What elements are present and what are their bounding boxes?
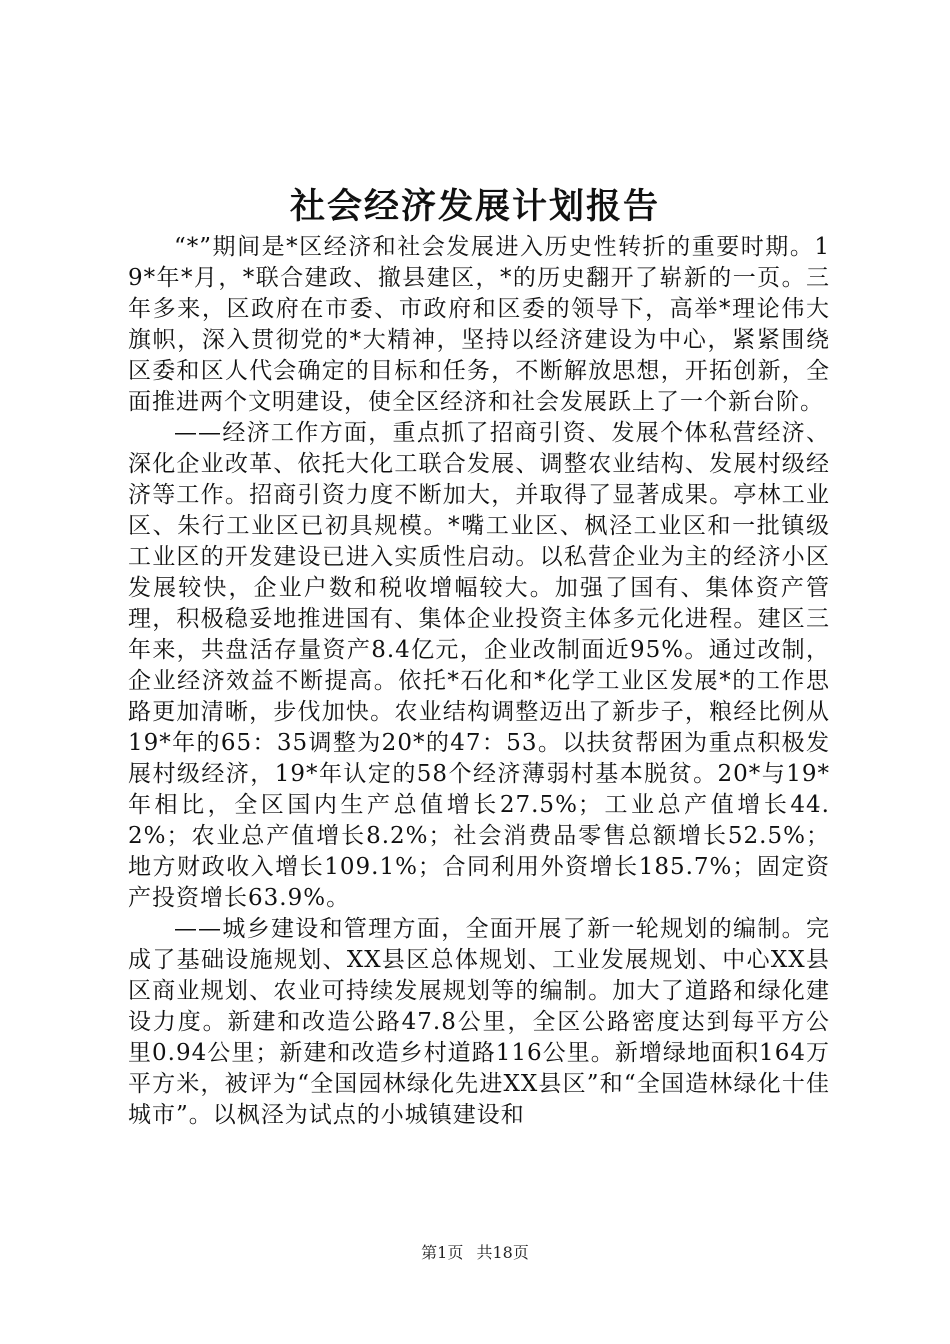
page-total: 共18页 <box>476 1243 529 1262</box>
paragraph-urban-rural: ——城乡建设和管理方面，全面开展了新一轮规划的编制。完成了基础设施规划、XX县区总体规划、工业发展规划、中心XX县区商业规划、农业可持续发展规划等的编制。加大了道路和绿化建设力度。新建和改造公路47.8公里，全区公路密度达到每平方公里0.94公里；新建和改造乡村道路116公里。新增绿地面积164万平方米，被评为“全国园林绿化先进XX县区”和“全国造林绿化十佳城市”。以枫泾为试点的小城镇建设和 <box>128 916 830 1128</box>
page-number: 第1页 <box>421 1243 464 1262</box>
paragraph-intro: “*”期间是*区经济和社会发展进入历史性转折的重要时期。19*年*月，*联合建政、撤县建区，*的历史翻开了崭新的一页。三年多来，区政府在市委、市政府和区委的领导下，高举*理论伟大旗帜，深入贯彻党的*大精神，坚持以经济建设为中心，紧紧围绕区委和区人代会确定的目标和任务，不断解放思想，开拓创新，全面推进两个文明建设，使全区经济和社会发展跃上了一个新台阶。 <box>128 234 830 415</box>
page-footer <box>0 1243 950 1263</box>
paragraph-economy: ——经济工作方面，重点抓了招商引资、发展个体私营经济、深化企业改革、依托大化工联合发展、调整农业结构、发展村级经济等工作。招商引资力度不断加大，并取得了显著成果。亭林工业区、朱行工业区已初具规模。*嘴工业区、枫泾工业区和一批镇级工业区的开发建设已进入实质性启动。以私营企业为主的经济小区发展较快，企业户数和税收增幅较大。加强了国有、集体资产管理，积极稳妥地推进国有、集体企业投资主体多元化进程。建区三年来，共盘活存量资产8.4亿元，企业改制面近95%。通过改制，企业经济效益不断提高。依托*石化和*化学工业区发展*的工作思路更加清晰，步伐加快。农业结构调整迈出了新步子，粮经比例从19*年的65：35调整为20*的47：53。以扶贫帮困为重点积极发展村级经济，19*年认定的58个经济薄弱村基本脱贫。20*与19*年相比，全区国内生产总值增长27.5%；工业总产值增长44.2%；农业总产值增长8.2%；社会消费品零售总额增长52.5%；地方财政收入增长109.1%；合同利用外资增长185.7%；固定资产投资增长63.9%。 <box>128 420 830 911</box>
document-body <box>128 232 830 1131</box>
document-title: 社会经济发展计划报告 <box>289 186 660 227</box>
